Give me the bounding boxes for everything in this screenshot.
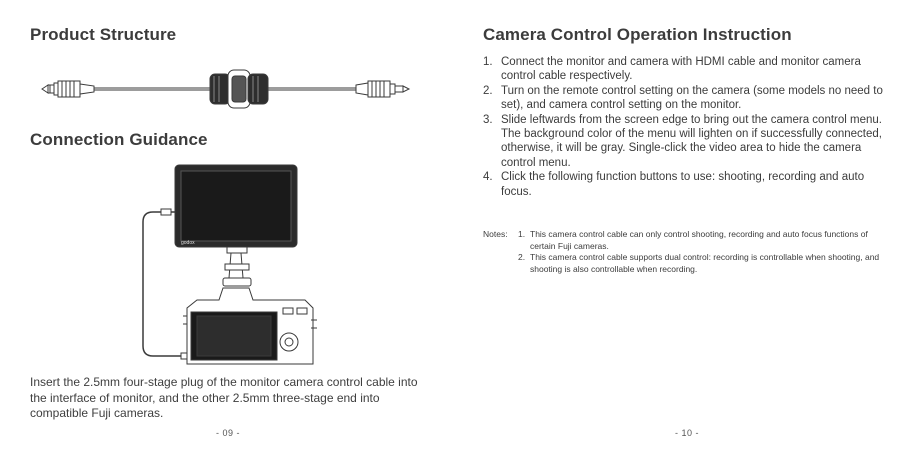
step-number: 1. bbox=[483, 56, 493, 68]
step-text: Click the following function buttons to use: shooting, recording and auto focus. bbox=[501, 171, 865, 198]
connection-guidance-heading: Connection Guidance bbox=[30, 130, 208, 149]
connection-diagram bbox=[135, 160, 335, 370]
note-number: 2. bbox=[518, 252, 526, 262]
note-number: 1. bbox=[518, 229, 526, 239]
step-number: 4. bbox=[483, 171, 493, 184]
notes-label: Notes: bbox=[483, 229, 508, 239]
page-number-left: - 09 - bbox=[216, 428, 241, 438]
page-number-right: - 10 - bbox=[675, 428, 700, 438]
connection-caption: Insert the 2.5mm four-stage plug of the monitor camera control cable into the interface of monitor, and the other 2.5mm three-stage end into compatible Fuji cameras. bbox=[30, 375, 418, 420]
product-structure-heading: Product Structure bbox=[30, 25, 177, 44]
instruction-step bbox=[483, 55, 883, 84]
note-item bbox=[483, 229, 883, 252]
step-text: Slide leftwards from the screen edge to bring out the camera control menu. The background color of the menu will lighten on if successfully connected, otherwise, it will be gray. Single-click the video area to hide the camera control menu. bbox=[501, 113, 882, 169]
note-text: This camera control cable can only control shooting, recording and auto focus functions of certain Fuji cameras. bbox=[530, 229, 868, 251]
step-text: Turn on the remote control setting on the camera (some models no need to set), and camera control setting on the monitor. bbox=[501, 84, 883, 112]
instruction-steps bbox=[483, 55, 883, 199]
note-text: This camera control cable supports dual control: recording is controllable when shooting, and shooting is also controllable when recording. bbox=[530, 252, 880, 274]
cable-illustration bbox=[38, 64, 418, 114]
monitor-brand-logo: godox bbox=[181, 240, 195, 246]
step-number: 2. bbox=[483, 84, 493, 97]
right-page bbox=[453, 0, 907, 454]
instruction-step bbox=[483, 113, 883, 171]
note-item bbox=[483, 252, 883, 275]
instruction-step bbox=[483, 84, 883, 113]
step-text: Connect the monitor and camera with HDMI cable and monitor camera control cable respectively. bbox=[501, 56, 861, 83]
step-number: 3. bbox=[483, 113, 493, 126]
camera-control-heading: Camera Control Operation Instruction bbox=[483, 25, 792, 44]
instruction-step bbox=[483, 170, 883, 199]
notes-section bbox=[483, 229, 883, 275]
left-page bbox=[0, 0, 453, 454]
